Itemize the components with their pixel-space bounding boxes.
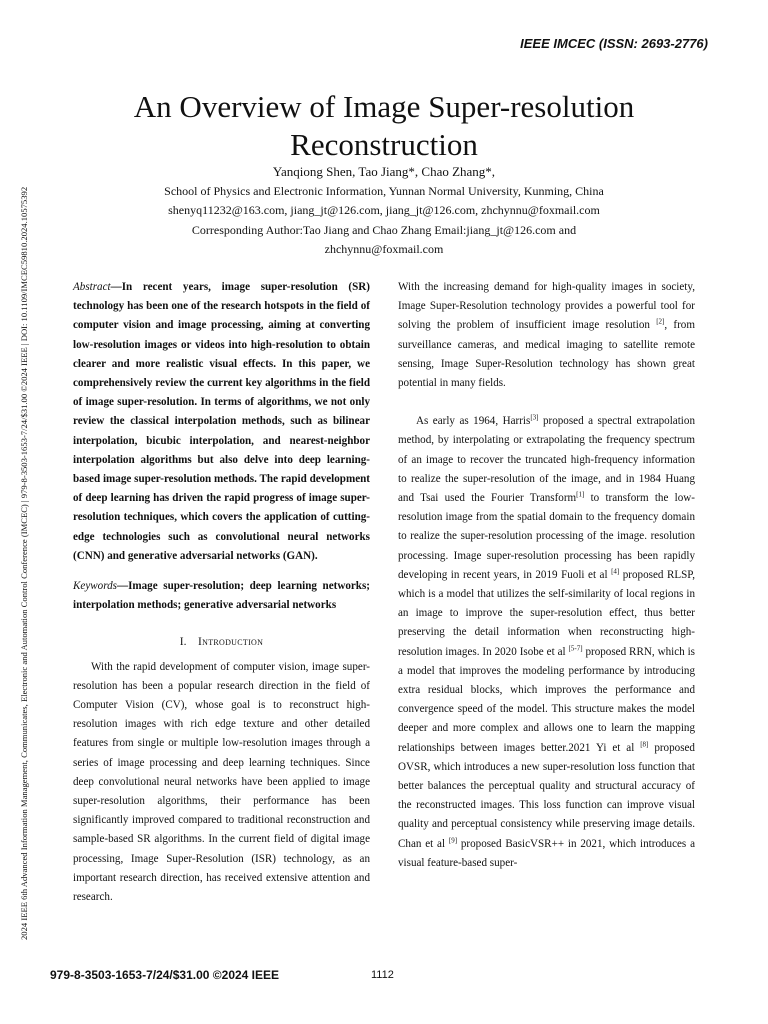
title-line-2: Reconstruction bbox=[290, 127, 478, 162]
text-run: As early as 1964, Harris bbox=[416, 415, 531, 428]
abstract-label: Abstract bbox=[73, 281, 111, 293]
affiliation: School of Physics and Electronic Information, Yunnan Normal University, Kunming, China bbox=[164, 183, 604, 198]
journal-header: IEEE IMCEC (ISSN: 2693-2776) bbox=[520, 36, 708, 51]
keywords bbox=[73, 577, 370, 615]
corresponding-author: Corresponding Author:Tao Jiang and Chao Zhang Email:jiang_jt@126.com and bbox=[191, 222, 577, 237]
text-run: to transform the low-resolution image from the spatial domain to the frequency domain to realize the super-resolution processing of the image. resolution processing. Image super-resolution processing has been rapidly developing in recent years, in 2019 Fuoli et al bbox=[398, 492, 695, 581]
page-number: 1112 bbox=[371, 969, 394, 981]
text-run: proposed RRN, which is a model that improves the modeling performance by introducing extra residual blocks, which improves the performance and convergence speed of the model. This structure makes the model deeper and more complex and allows one to learn the mapping relationships between images better.2021 Yi et al bbox=[398, 645, 696, 754]
authors: Yanqiong Shen, Tao Jiang*, Chao Zhang*, bbox=[272, 164, 496, 179]
text-run: With the increasing demand for high-quality images in society, Image Super-Resolution technology provides a powerful tool for solving the problem of insufficient image resolution bbox=[398, 281, 695, 332]
citation: [8] bbox=[640, 739, 649, 748]
keywords-text: —Image super-resolution; deep learning networks; interpolation methods; generative adversarial networks bbox=[73, 580, 370, 612]
abstract-text: —In recent years, image super-resolution (SR) technology has been one of the research hotspots in the field of computer vision and image processing, aiming at converting low-resolution images or videos into high-resolution to obtain clearer and more realistic visual effects. In this paper, we comprehensively review the current key algorithms in the field of image super-resolution. In terms of algorithms, we not only review the classical interpolation methods, such as bilinear interpolation, bicubic interpolation, and nearest-neighbor interpolation algorithms but also delve into deep learning-based image super-resolution methods. The rapid development of deep learning has driven the rapid progress of image super-resolution techniques, which covers the application of cutting-edge technologies such as convolutional neural networks (CNN) and generative adversarial networks (GAN). bbox=[73, 281, 370, 562]
text-run: proposed RLSP, which is a model that utilizes the self-similarity of local regions in an image to improve the super-resolution effect, thus better preserving the detail information when reconstructing high-resolution images. In 2020 Isobe et al bbox=[398, 568, 696, 658]
citation: [2] bbox=[656, 317, 665, 326]
right-paragraph-1 bbox=[398, 278, 695, 393]
keywords-label: Keywords bbox=[73, 580, 117, 593]
corresponding-email: zhchynnu@foxmail.com bbox=[324, 242, 444, 256]
citation: [1] bbox=[576, 490, 585, 499]
section-heading bbox=[73, 633, 370, 652]
text-run: , from surveillance cameras, and medical imaging to satellite remote sensing, Image Super-Resolution technology has shown great potential in many fields. bbox=[398, 319, 695, 390]
right-paragraph-2 bbox=[398, 412, 695, 873]
paper-title bbox=[0, 88, 768, 164]
section-title: Introduction bbox=[198, 636, 264, 649]
section-number: I. bbox=[179, 636, 187, 649]
footer-isbn: 979-8-3503-1653-7/24/$31.00 ©2024 IEEE bbox=[50, 968, 280, 982]
text-run: proposed a spectral extrapolation method, by interpolating or extrapolating the frequency spectrum of an image to recover the truncated high-frequency information to realize the super-resolution of the image, and in 1984 Huang and Tsai used the Fourier Transform bbox=[398, 415, 695, 505]
doi-side-note: 2024 IEEE 6th Advanced Information Management, Communicates, Electronic and Automation Control Conference (IMCEC) | 979-8-3503-1653-7/24/$31.00 ©2024 IEEE | DOI: 10.1109/IMCEC59810.2024.10575392 bbox=[19, 186, 29, 940]
citation: [3] bbox=[530, 413, 539, 422]
text-run: proposed OVSR, which introduces a new super-resolution loss function that better balances the perceptual quality and structural accuracy of the reconstructed images. This loss function can improve visual quality and perceptual consistency while preserving image details. Chan et al bbox=[398, 741, 695, 850]
left-column bbox=[73, 278, 370, 907]
citation: [5-7] bbox=[568, 643, 583, 652]
intro-paragraph: With the rapid development of computer vision, image super-resolution has been a popular research direction in the field of Computer Vision (CV), whose goal is to reconstruct high-resolution images with rich edge texture and other detailed features from single or multiple low-resolution images through a series of image processing and deep learning techniques. Since deep convolutional neural networks have been applied to image super-resolution algorithms, their performance has been significantly improved compared to traditional reconstruction and sample-based SR algorithms. In the current field of digital image processing, Image Super-Resolution (ISR) technology, as an important research direction, has received extensive attention and research. bbox=[73, 660, 370, 904]
text-run: proposed BasicVSR++ in 2021, which introduces a visual feature-based super- bbox=[398, 837, 695, 869]
author-block bbox=[0, 162, 768, 260]
citation: [9] bbox=[448, 836, 458, 844]
emails: shenyq11232@163.com, jiang_jt@126.com, jiang_jt@126.com, zhchynnu@foxmail.com bbox=[168, 203, 600, 217]
title-line-1: An Overview of Image Super-resolution bbox=[133, 89, 635, 124]
citation: [4] bbox=[611, 567, 620, 576]
right-column bbox=[398, 278, 695, 873]
abstract bbox=[73, 278, 370, 566]
